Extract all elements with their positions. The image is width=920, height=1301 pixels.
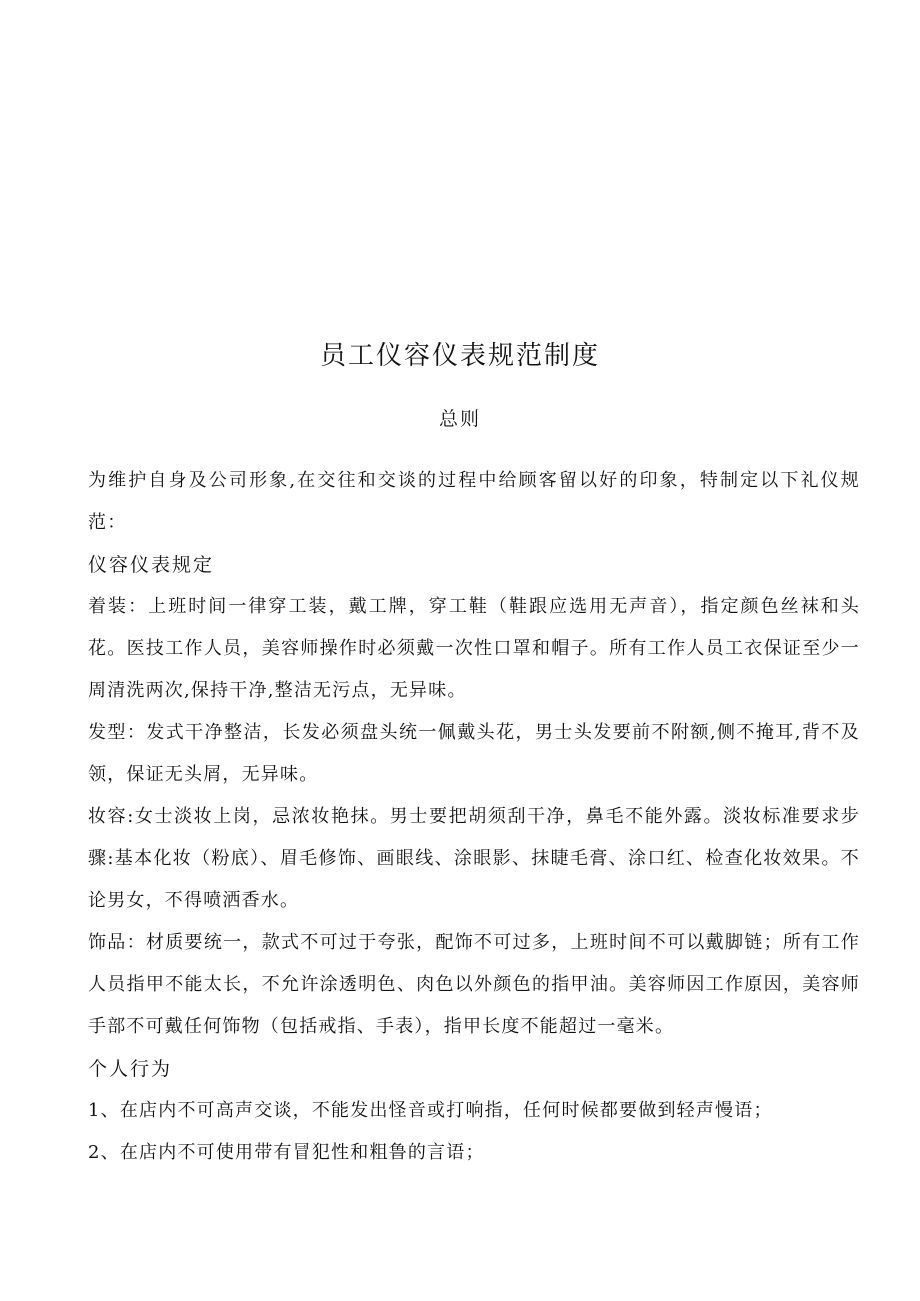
document-body [88,460,860,1174]
intro-paragraph: 为维护自身及公司形象,在交往和交谈的过程中给顾客留以好的印象，特制定以下礼仪规范： [88,470,860,533]
hair-paragraph: 发型：发式干净整洁，长发必须盘头统一佩戴头花，男士头发要前不附额,侧不掩耳,背不及领，保证无头屑，无异味。 [88,722,860,785]
subheading-behavior: 个人行为 [88,1058,173,1080]
rule-item-1: 1、在店内不可高声交谈，不能发出怪音或打响指，任何时候都要做到轻声慢语； [88,1100,773,1121]
subheading-appearance: 仪容仪表规定 [88,554,215,576]
makeup-paragraph: 妆容:女士淡妆上岗，忌浓妆艳抹。男士要把胡须刮干净，鼻毛不能外露。淡妆标准要求步骤:基本化妆（粉底）、眉毛修饰、画眼线、涂眼影、抹睫毛膏、涂口红、检查化妆效果。不论男女，不得喷洒香水。 [88,806,860,911]
section-heading-general: 总则 [438,408,481,430]
document-title: 员工仪容仪表规范制度 [319,341,600,371]
accessories-paragraph: 饰品：材质要统一，款式不可过于夸张，配饰不可过多，上班时间不可以戴脚链；所有工作人员指甲不能太长，不允许涂透明色、肉色以外颜色的指甲油。美容师因工作原因，美容师手部不可戴任何饰物（包括戒指、手表），指甲长度不能超过一毫米。 [88,932,860,1037]
rule-item-2: 2、在店内不可使用带有冒犯性和粗鲁的言语； [88,1142,485,1163]
dress-paragraph: 着装：上班时间一律穿工装，戴工牌，穿工鞋（鞋跟应选用无声音），指定颜色丝袜和头花。医技工作人员，美容师操作时必须戴一次性口罩和帽子。所有工作人员工衣保证至少一周清洗两次,保持干净,整洁无污点，无异味。 [88,596,860,701]
